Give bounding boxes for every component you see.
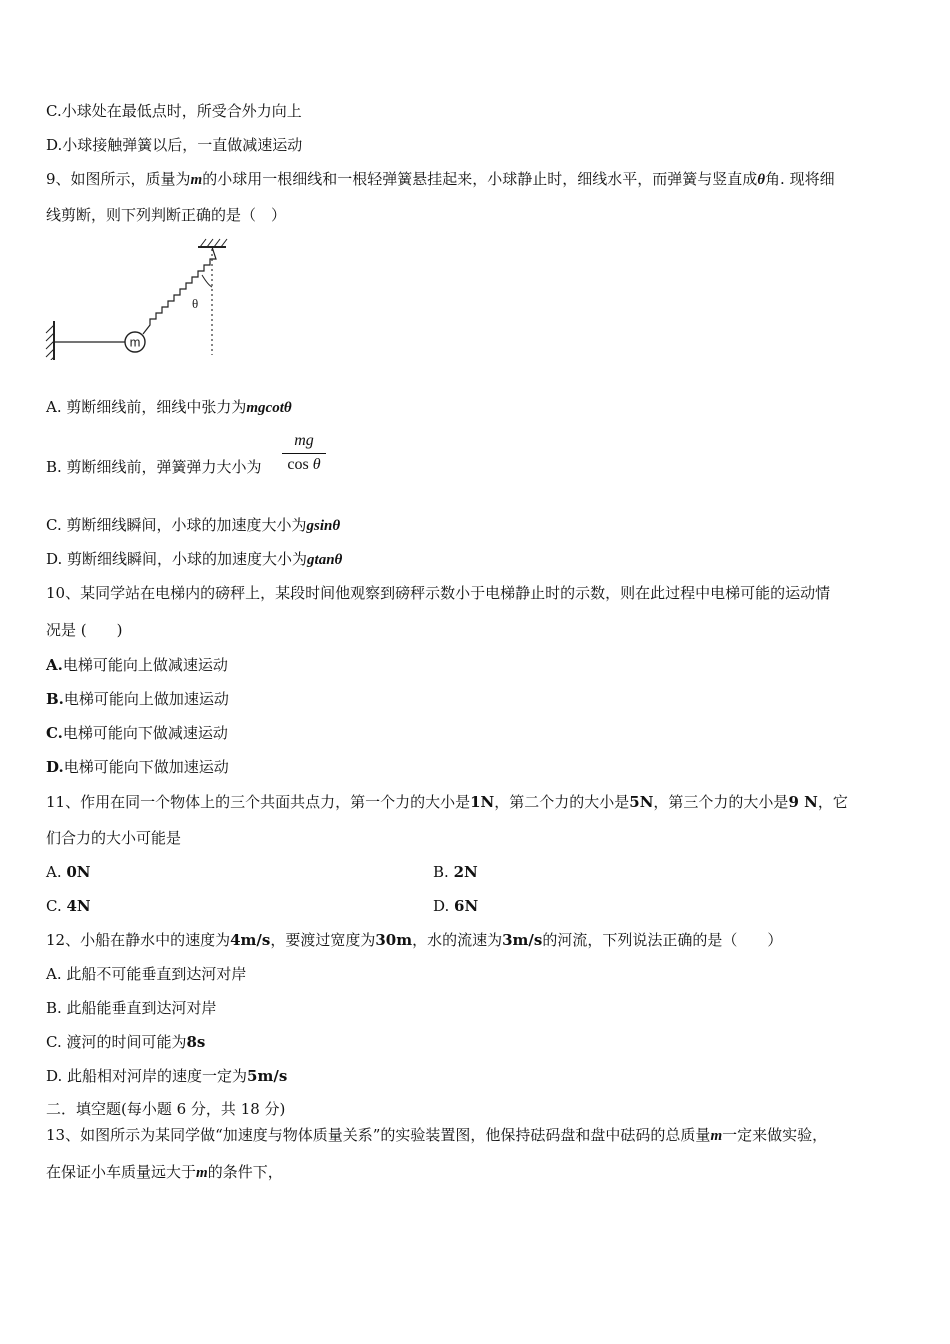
spring [143,247,216,334]
ball-label: m [129,334,141,350]
q10-option-b: B.电梯可能向上做加速运动 [46,690,229,708]
fraction-numerator: mg [294,432,314,449]
q11-stem-line1: 11、作用在同一个物体上的三个共面共点力，第一个力的大小是1N，第二个力的大小是5N，第三个力的大小是9 N，它 [46,793,848,811]
left-wall-hatching [46,325,54,360]
q9-option-d: D. 剪断细线瞬间，小球的加速度大小为gtanθ [46,550,343,568]
q11-stem-line2: 们合力的大小可能是 [46,829,182,847]
q12-stem: 12、小船在静水中的速度为4m/s，要渡过宽度为30m，水的流速为3m/s的河流，下列说法正确的是（ ） [46,931,783,949]
q9-stem-line1: 9、如图所示，质量为m的小球用一根细线和一根轻弹簧悬挂起来，小球静止时，细线水平，而弹簧与竖直成θ角. 现将细 [46,170,835,188]
section-heading: 二．填空题(每小题 6 分，共 18 分) [46,1100,286,1118]
q10-option-c: C.电梯可能向下做减速运动 [46,724,228,742]
q9-option-c: C. 剪断细线瞬间，小球的加速度大小为gsinθ [46,516,341,534]
angle-arc [202,275,212,287]
q8-option-d: D.小球接触弹簧以后，一直做减速运动 [46,136,303,154]
angle-label: θ [192,296,199,311]
q12-option-d: D. 此船相对河岸的速度一定为5m/s [46,1067,288,1085]
q11-option-b: B. 2N [433,863,478,881]
q10-option-d: D.电梯可能向下做加速运动 [46,758,229,776]
q13-stem-line1: 13、如图所示为某同学做“加速度与物体质量关系”的实验装置图，他保持砝码盘和盘中砝码的总质量m一定来做实验， [46,1126,828,1144]
fraction-denominator: cos θ [287,456,321,473]
fraction-bar [282,453,326,454]
q10-option-a: A.电梯可能向上做减速运动 [46,656,228,674]
q12-option-c: C. 渡河的时间可能为8s [46,1033,206,1051]
q11-option-c: C. 4N [46,897,91,915]
q9-stem-line2: 线剪断，则下列判断正确的是（ ） [46,206,287,224]
q10-stem-line1: 10、某同学站在电梯内的磅秤上，某段时间他观察到磅秤示数小于电梯静止时的示数，则在此过程中电梯可能的运动情 [46,584,831,602]
q12-option-b: B. 此船能垂直到达河对岸 [46,999,217,1017]
spring-ball-figure [40,235,240,360]
q9-option-a: A. 剪断细线前，细线中张力为mgcotθ [46,398,292,416]
q11-option-a: A. 0N [46,863,91,881]
q12-option-a: A. 此船不可能垂直到达河对岸 [46,965,247,983]
q11-option-d: D. 6N [433,897,479,915]
q10-stem-line2: 况是 ( ) [46,621,123,639]
ceiling-hatching [200,239,227,247]
q8-option-c: C.小球处在最低点时，所受合外力向上 [46,102,302,120]
q9-option-b-fraction [282,432,326,474]
q9-option-b: B. 剪断细线前，弹簧弹力大小为 [46,458,262,476]
q13-stem-line2: 在保证小车质量远大于m的条件下， [46,1163,283,1181]
